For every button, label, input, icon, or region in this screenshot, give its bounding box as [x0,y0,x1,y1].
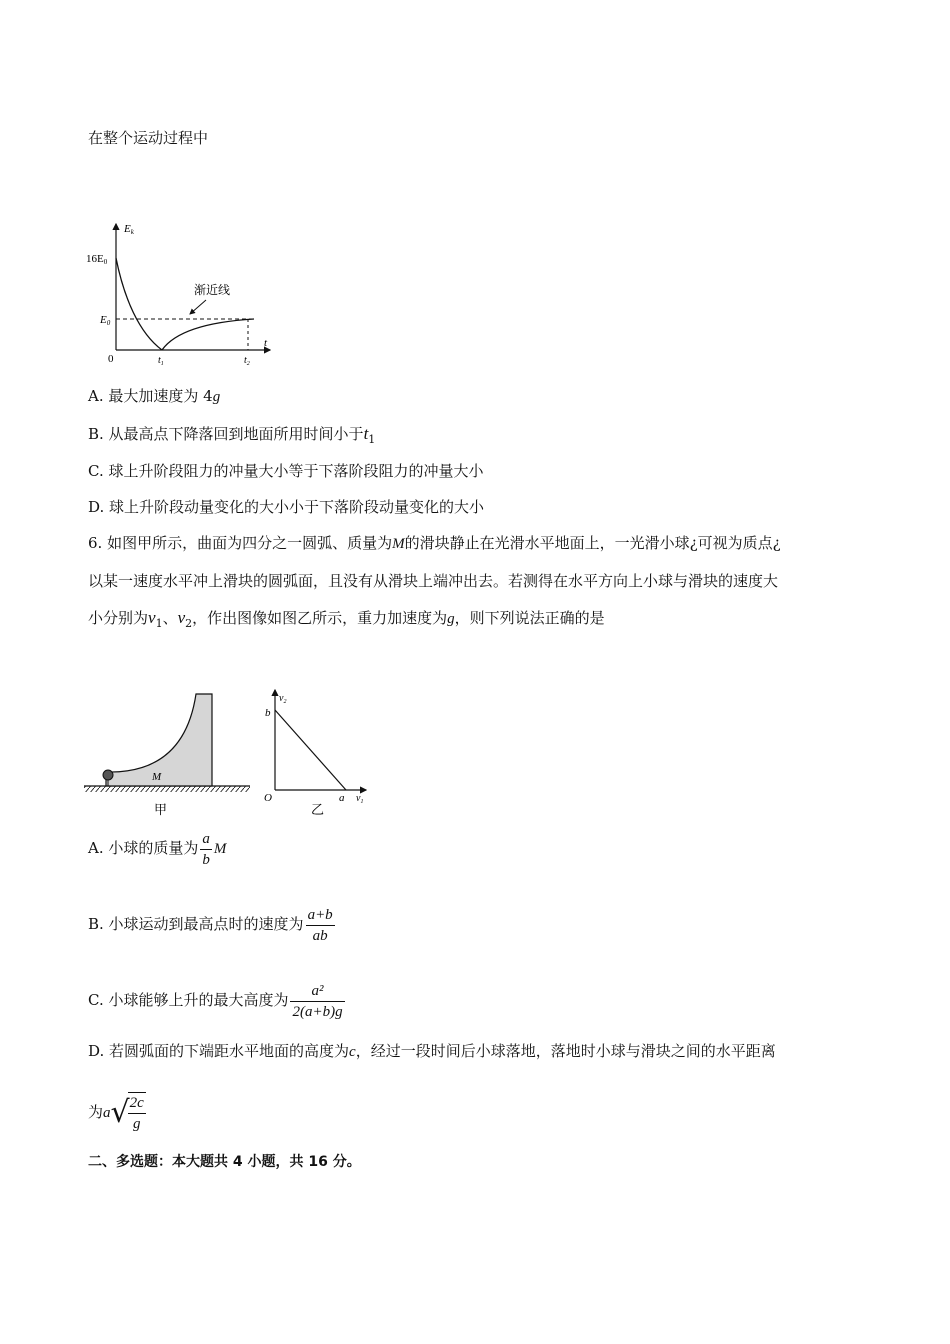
q6-stem-line1: 6. 如图甲所示，曲面为四分之一圆弧、质量为M的滑块静止在光滑水平地面上，一光滑小球¿可视为质点¿ [88,534,781,552]
b-intercept-label: b [265,707,271,719]
caption-yi: 乙 [311,802,325,817]
t2-label: $t_2$ [244,355,250,367]
q5-option-b: B. 从最高点下降落回到地面所用时间小于$t_1$ [88,424,376,446]
x-axis-label: t [264,337,268,349]
origin-label: 0 [108,353,114,365]
asymptote-label: 渐近线 [194,283,231,297]
caption-jia: 甲 [154,802,168,817]
block-label: M [152,771,162,783]
v2-axis-label: $v_2$ [279,693,287,705]
q5-option-a: A. 最大加速度为 4g [88,387,221,405]
q6-option-d-line1: D. 若圆弧面的下端距水平地面的高度为c，经过一段时间后小球落地，落地时小球与滑块之间的水平距离 [88,1042,776,1060]
y-axis-label: Ek [124,223,134,236]
q6-option-c: C. 小球能够上升的最大高度为 $\frac{\text{a²}}{2(a+b)g}$ [88,982,343,1020]
q6-option-d-line2: 为a√ $\frac{2c}{g}$ [88,1090,148,1135]
v1-axis-label: $v_1$ [356,793,364,805]
a-intercept-label: a [339,792,345,804]
ek-t-graph [84,218,284,368]
fraction-max-height: $\frac{\text{a²}}{2(a+b)g}$ [292,982,343,1020]
ek-curve-ascent [162,319,254,350]
q6-option-b: B. 小球运动到最高点时的速度为 $\frac{a+b}{ab}$ [88,906,333,944]
ground-hatch [84,786,250,792]
q6-stem-line2: 以某一速度水平冲上滑块的圆弧面，且没有从滑块上端冲出去。若测得在水平方向上小球与滑块的速度大 [88,572,779,590]
section-2-heading: 二、多选题：本大题共 4 小题，共 16 分。 [88,1154,361,1170]
sqrt-sign: √ [110,1095,130,1130]
y-mid-label: E0 [100,314,111,327]
v2-v1-line [275,710,346,790]
ek-curve-descent [116,258,162,350]
ball [103,770,113,780]
block-and-velocity-figure [84,686,384,820]
q5-option-c: C. 球上升阶段阻力的冲量大小等于下落阶段阻力的冲量大小 [88,462,484,480]
intro-text: 在整个运动过程中 [88,129,209,147]
q6-option-a: A. 小球的质量为 $\frac{a}{b}$ M [88,830,227,868]
asymptote-pointer [190,300,206,314]
graph-origin-label: O [264,792,272,804]
fraction-a-over-b: $\frac{a}{b}$ [202,830,210,868]
t1-label: $t_1$ [158,355,164,367]
fraction-apb-over-ab: $\frac{a+b}{ab}$ [307,906,333,944]
y-top-label: 16E0 [86,253,108,266]
q6-stem-line3: 小分别为$v_1$、$v_2$，作出图像如图乙所示，重力加速度为g，则下列说法正确的是 [88,608,605,630]
fraction-2c-over-g: $\frac{2c}{g}$ [128,1092,146,1134]
q5-option-d: D. 球上升阶段动量变化的大小小于下落阶段动量变化的大小 [88,498,485,516]
